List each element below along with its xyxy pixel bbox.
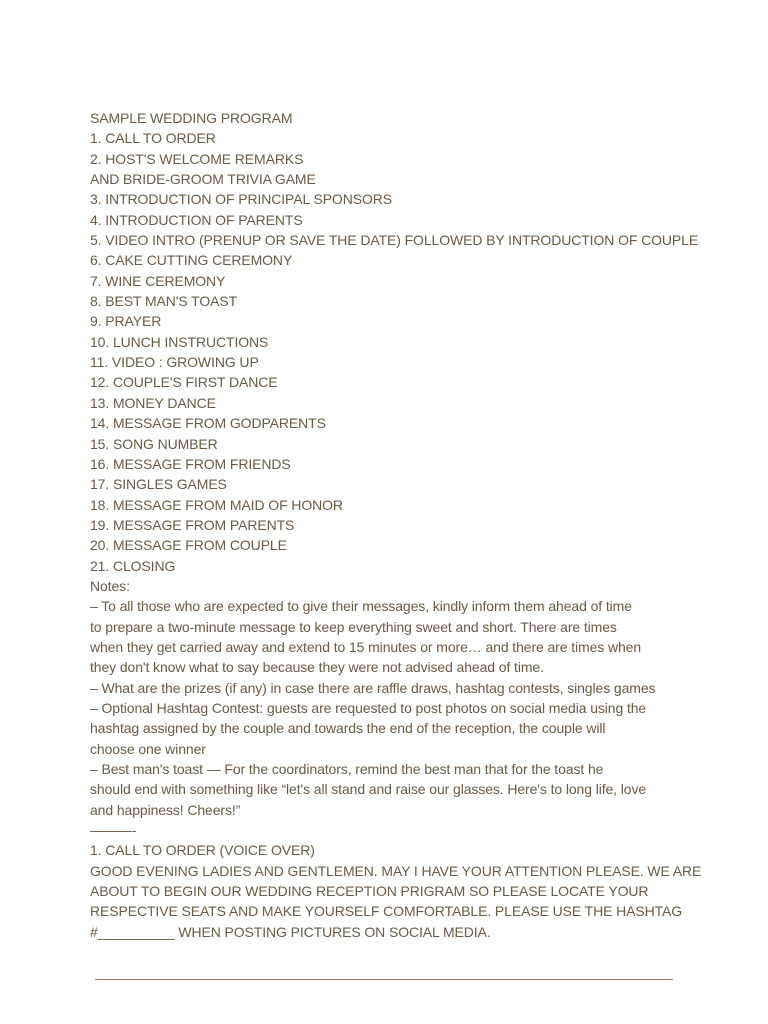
document-title: SAMPLE WEDDING PROGRAM xyxy=(90,110,293,126)
notes-line: and happiness! Cheers!” xyxy=(90,801,241,818)
program-item: 4. INTRODUCTION OF PARENTS xyxy=(90,211,303,228)
program-list xyxy=(90,128,699,576)
program-item: 20. MESSAGE FROM COUPLE xyxy=(90,537,287,554)
notes-line: – What are the prizes (if any) in case there are raffle draws, hashtag contests, singles games xyxy=(90,679,656,696)
program-item: 14. MESSAGE FROM GODPARENTS xyxy=(90,415,326,432)
program-item: 10. LUNCH INSTRUCTIONS xyxy=(90,333,269,350)
notes-line: should end with something like “let's all stand and raise our glasses. Here's to long life, love xyxy=(90,781,647,798)
program-item: 1. CALL TO ORDER xyxy=(90,130,216,147)
program-item: 6. CAKE CUTTING CEREMONY xyxy=(90,252,293,269)
notes-line: choose one winner xyxy=(90,740,206,757)
voice-over-line: GOOD EVENING LADIES AND GENTLEMEN. MAY I HAVE YOUR ATTENTION PLEASE. WE ARE xyxy=(90,862,702,879)
section-heading: 1. CALL TO ORDER (VOICE OVER) xyxy=(90,842,315,859)
program-item: 2. HOST'S WELCOME REMARKS xyxy=(90,150,304,167)
voice-over-line: ABOUT TO BEGIN OUR WEDDING RECEPTION PRIGRAM SO PLEASE LOCATE YOUR xyxy=(90,883,649,900)
notes-line: when they get carried away and extend to 15 minutes or more… and there are times when xyxy=(90,638,642,655)
program-item: 21. CLOSING xyxy=(90,557,176,574)
program-item: 3. INTRODUCTION OF PRINCIPAL SPONSORS xyxy=(90,191,393,208)
program-item: AND BRIDE-GROOM TRIVIA GAME xyxy=(90,171,316,188)
notes-line: hashtag assigned by the couple and towards the end of the reception, the couple will xyxy=(90,720,606,737)
notes-block xyxy=(90,596,690,820)
notes-heading: Notes: xyxy=(90,577,130,594)
program-item: 11. VIDEO : GROWING UP xyxy=(90,354,259,371)
program-item: 19. MESSAGE FROM PARENTS xyxy=(90,516,295,533)
notes-line: – Best man's toast — For the coordinators, remind the best man that for the toast he xyxy=(90,761,604,777)
document-page xyxy=(90,108,702,942)
voice-over-block xyxy=(90,861,702,942)
footer-divider xyxy=(95,979,673,980)
program-item: 7. WINE CEREMONY xyxy=(90,272,226,289)
voice-over-line: #__________ WHEN POSTING PICTURES ON SOCIAL MEDIA. xyxy=(90,923,491,940)
program-item: 9. PRAYER xyxy=(90,313,162,330)
program-item: 13. MONEY DANCE xyxy=(90,394,216,411)
notes-line: – To all those who are expected to give their messages, kindly inform them ahead of time xyxy=(90,598,632,615)
voice-over-line: RESPECTIVE SEATS AND MAKE YOURSELF COMFORTABLE. PLEASE USE THE HASHTAG xyxy=(90,903,683,920)
program-item: 8. BEST MAN'S TOAST xyxy=(90,293,238,310)
notes-line: they don't know what to say because they were not advised ahead of time. xyxy=(90,659,544,676)
section-separator: ———- xyxy=(90,822,137,839)
program-item: 16. MESSAGE FROM FRIENDS xyxy=(90,455,291,472)
program-item: 17. SINGLES GAMES xyxy=(90,476,227,493)
notes-line: to prepare a two-minute message to keep everything sweet and short. There are times xyxy=(90,618,617,635)
program-item: 12. COUPLE'S FIRST DANCE xyxy=(90,374,278,391)
notes-line: – Optional Hashtag Contest: guests are requested to post photos on social media using the xyxy=(90,699,647,716)
program-item: 15. SONG NUMBER xyxy=(90,435,218,452)
program-item: 18. MESSAGE FROM MAID OF HONOR xyxy=(90,496,343,513)
program-item: 5. VIDEO INTRO (PRENUP OR SAVE THE DATE) FOLLOWED BY INTRODUCTION OF COUPLE xyxy=(90,232,699,249)
